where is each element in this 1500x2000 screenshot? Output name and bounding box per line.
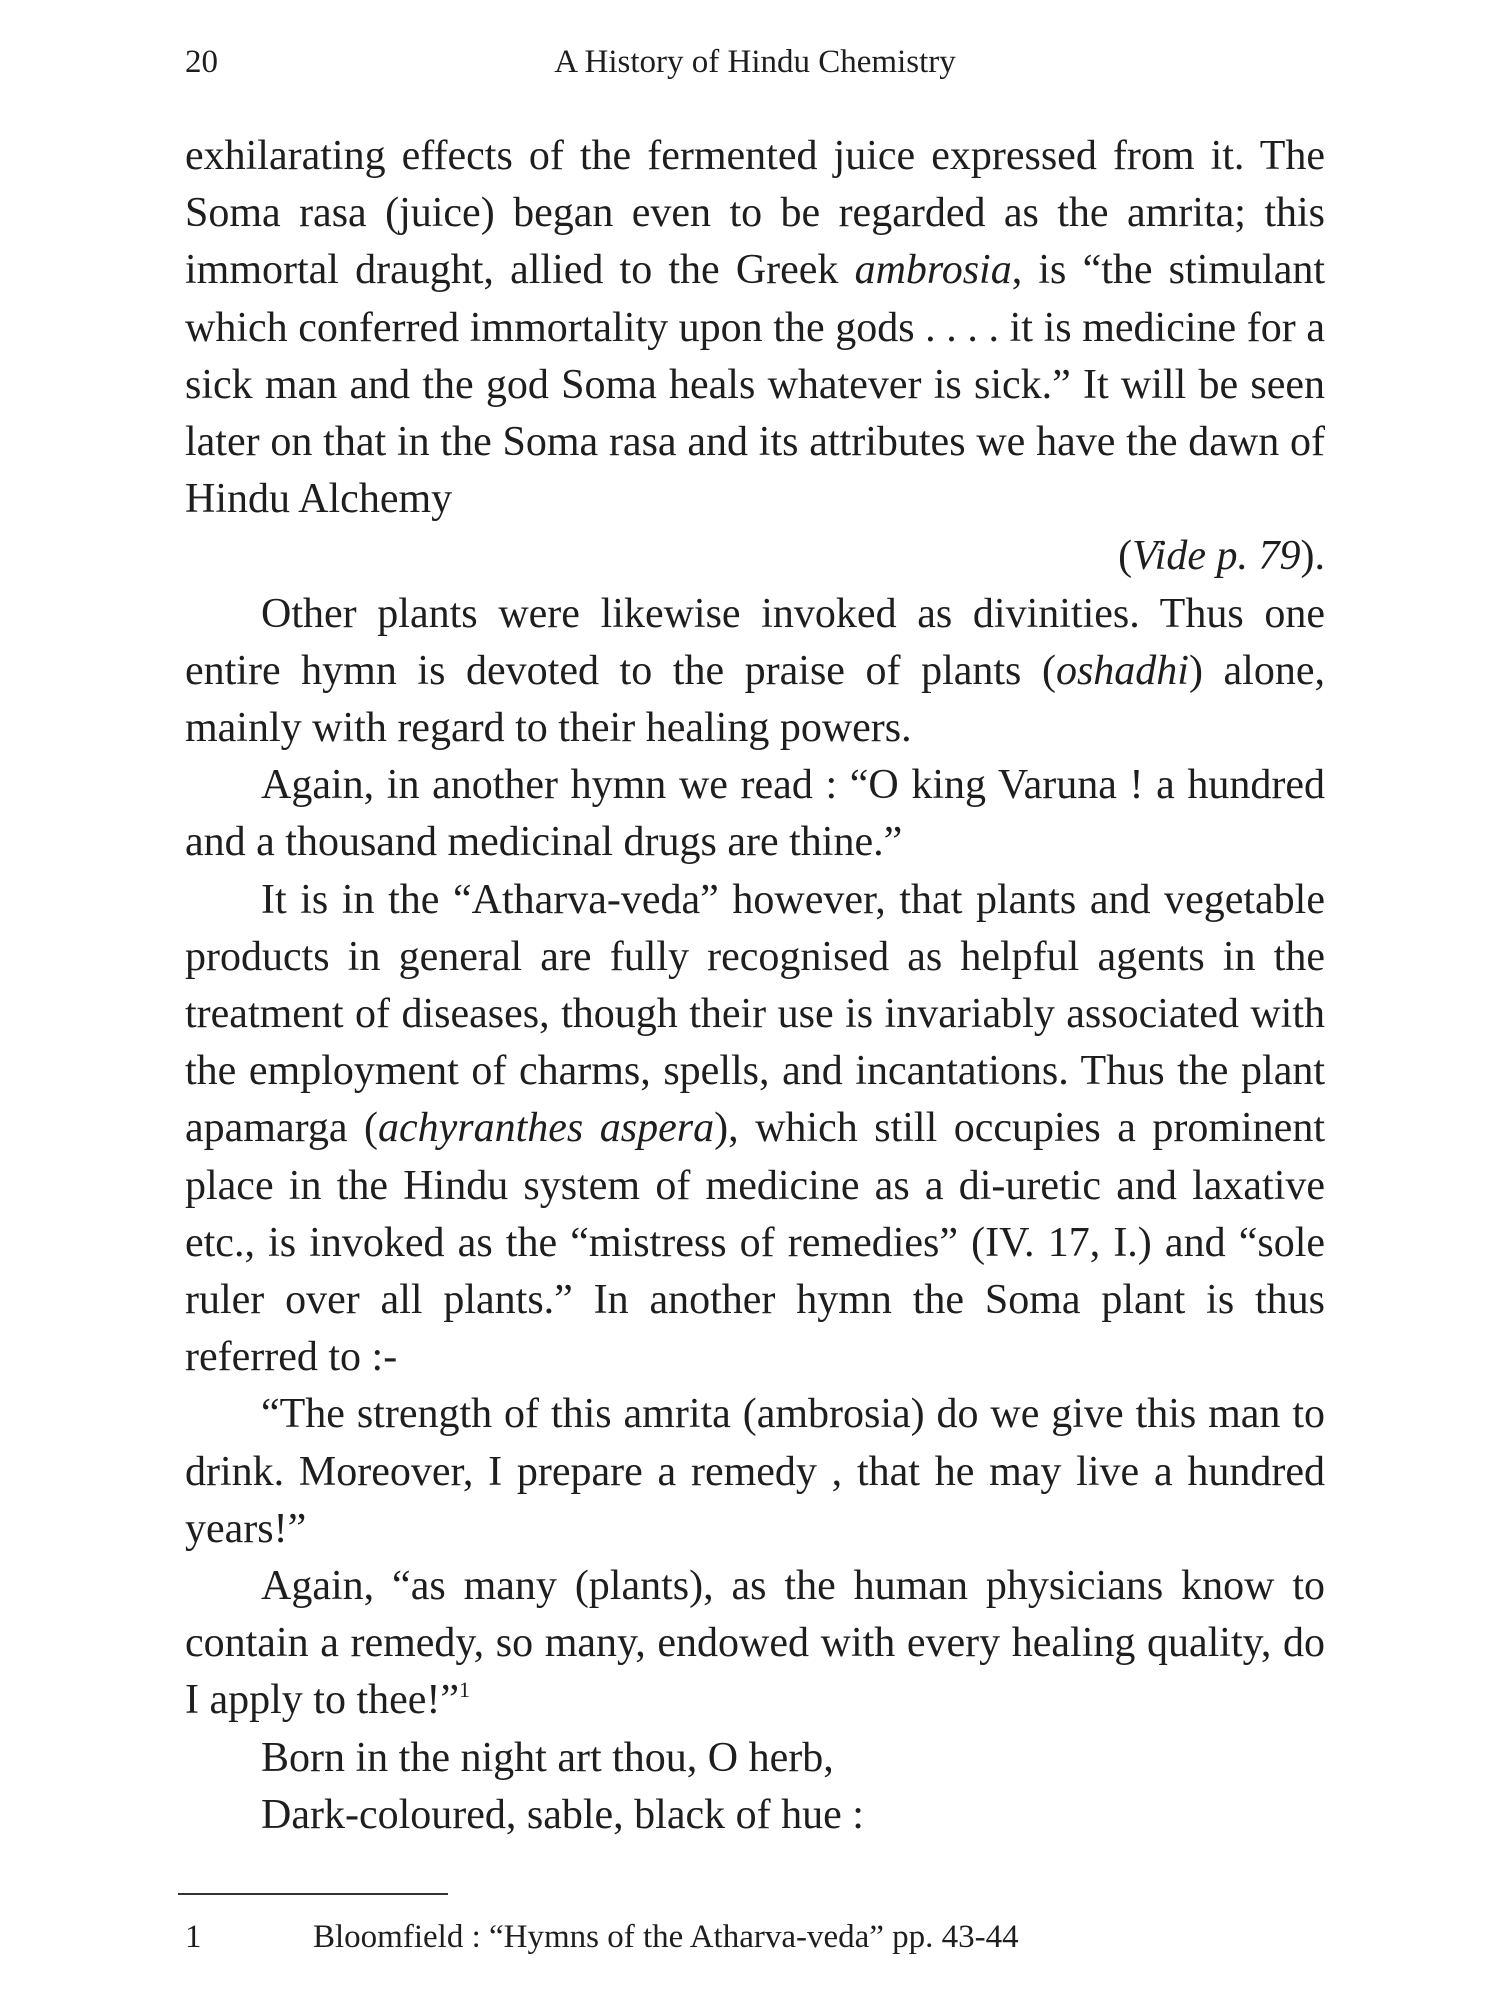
body-text xyxy=(185,128,1325,1844)
footnote-number: 1 xyxy=(185,1919,202,1955)
running-title: A History of Hindu Chemistry xyxy=(554,44,956,80)
paragraph-soma-reference: (Vide p. 79). xyxy=(1118,533,1325,580)
paragraph-plants: Other plants were likewise invoked as divinities. Thus one entire hymn is devoted to the praise of plants (oshadhi) alone, mainly with regard to their healing powers. xyxy=(185,590,1325,752)
paragraph-soma: exhilarating effects of the fermented juice expressed from it. The Soma rasa (juice) began even to be regarded as the amrita; this immortal draught, allied to the Greek ambrosia, is “the stimulant which conferred immortality upon the gods . . . . it is medicine for a sick man and the god Soma heals whatever is sick.” It will be seen later on that in the Soma rasa and its attributes we have the dawn of Hindu Alchemy xyxy=(185,133,1326,523)
footnote-divider xyxy=(178,1893,448,1895)
verse-line: Dark-coloured, sable, black of hue : xyxy=(261,1791,864,1838)
verse-line: Born in the night art thou, O herb, xyxy=(261,1734,834,1781)
paragraph-physicians-quote: Again, “as many (plants), as the human physicians know to contain a remedy, so many, endowed with every healing quality, do I apply to thee!”$^1$ xyxy=(185,1563,1325,1724)
page-number: 20 xyxy=(185,44,218,80)
footnote-text: Bloomfield : “Hymns of the Atharva-veda” pp. 43-44 xyxy=(313,1919,1019,1955)
paragraph-amrita-quote: “The strength of this amrita (ambrosia) do we give this man to drink. Moreover, I prepare a remedy , that he may live a hundred years!” xyxy=(185,1391,1325,1552)
paragraph-varuna: Again, in another hymn we read : “O king Varuna ! a hundred and a thousand medicinal drugs are thine.” xyxy=(185,762,1325,866)
running-head xyxy=(185,40,1325,84)
footnote-mark[interactable]: 1 xyxy=(459,1677,471,1703)
paragraph-atharva-veda: It is in the “Atharva-veda” however, that plants and vegetable products in general are fully recognised as helpful agents in the treatment of diseases, though their use is invariably associated with the employment of charms, spells, and incantations. Thus the plant apamarga (achyranthes aspera), which still occupies a prominent place in the Hindu system of medicine as a di-uretic and laxative etc., is invoked as the “mistress of remedies” (IV. 17, I.) and “sole ruler over all plants.” In another hymn the Soma plant is thus referred to :- xyxy=(185,876,1325,1381)
